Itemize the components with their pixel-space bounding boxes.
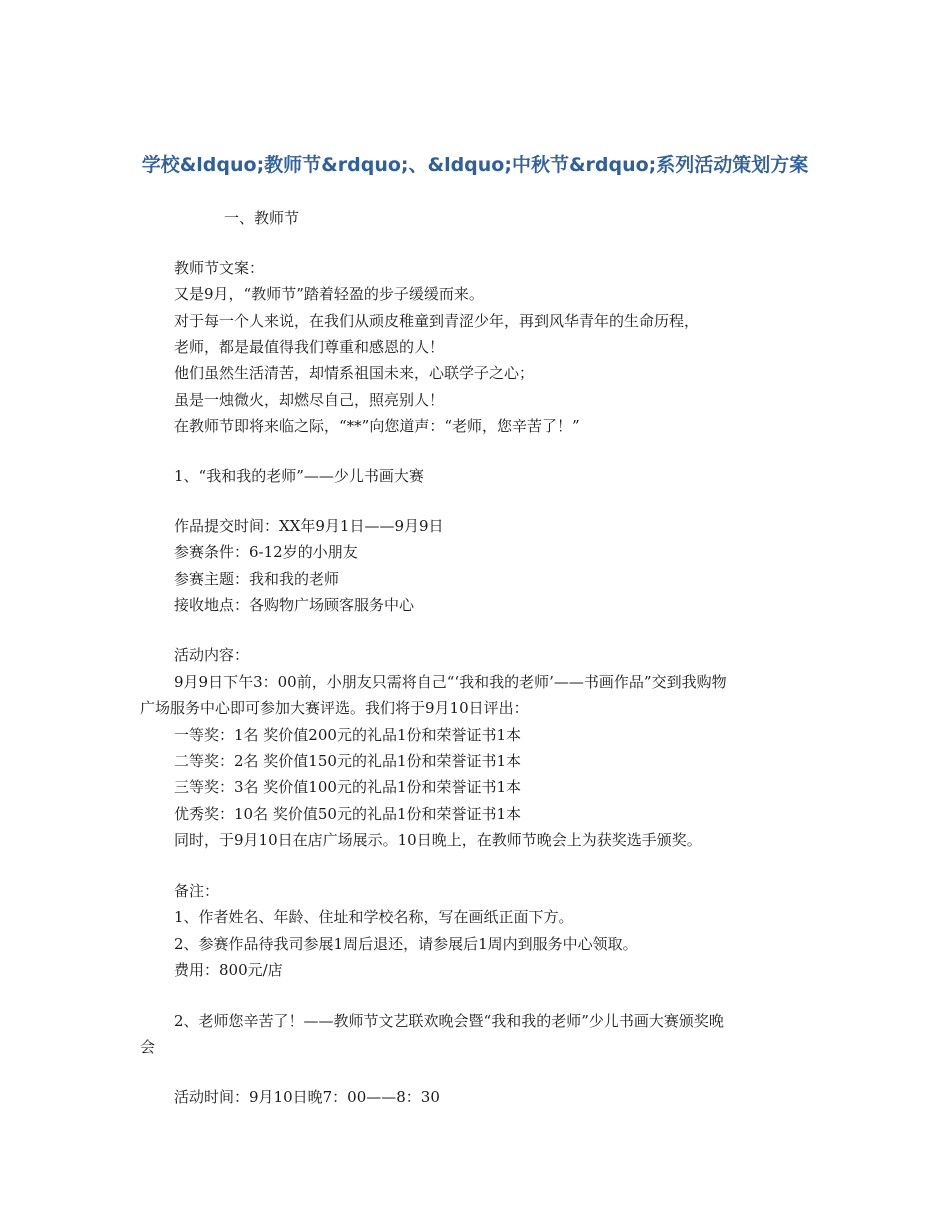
copy-line: 又是9月，“教师节”踏着轻盈的步子缓缓而来。 (174, 285, 484, 303)
copy-line: 对于每一个人来说，在我们从顽皮稚童到青涩少年，再到风华青年的生命历程， (174, 312, 700, 330)
cost-line: 费用：800元/店 (174, 961, 283, 979)
document-title: 学校&ldquo;教师节&rdquo;、&ldquo;中秋节&rdquo;系列活动策划方案 (141, 154, 809, 176)
prize-line: 二等奖：2名 奖价值150元的礼品1份和荣誉证书1本 (174, 752, 522, 770)
copy-label: 教师节文案： (174, 259, 265, 277)
display-note: 同时，于9月10日在店广场展示。10日晚上，在教师节晚会上为获奖选手颁奖。 (174, 831, 702, 849)
remark-line: 2、参赛作品待我司参展1周后退还，请参展后1周内到服务中心领取。 (174, 935, 638, 953)
remarks-label: 备注： (174, 882, 220, 900)
copy-line: 虽是一烛微火，却燃尽自己，照亮别人！ (174, 391, 445, 409)
prize-line: 一等奖：1名 奖价值200元的礼品1份和荣誉证书1本 (174, 726, 522, 744)
content-line: 广场服务中心即可参加大赛评选。我们将于9月10日评出： (140, 699, 529, 717)
copy-line: 他们虽然生活清苦，却情系祖国未来，心联学子之心； (174, 364, 535, 382)
event1-info-line: 参赛主题：我和我的老师 (174, 570, 340, 588)
event2-title: 2、老师您辛苦了！——教师节文艺联欢晚会暨“我和我的老师”少儿书画大赛颁奖晚 (174, 1012, 724, 1030)
prize-line: 优秀奖：10名 奖价值50元的礼品1份和荣誉证书1本 (174, 805, 522, 823)
event1-info-line: 接收地点：各购物广场顾客服务中心 (174, 596, 415, 614)
event1-info-line: 参赛条件：6-12岁的小朋友 (174, 543, 358, 561)
remark-line: 1、作者姓名、年龄、住址和学校名称，写在画纸正面下方。 (174, 908, 574, 926)
prize-line: 三等奖：3名 奖价值100元的礼品1份和荣誉证书1本 (174, 778, 522, 796)
event1-title: 1、“我和我的老师”——少儿书画大赛 (174, 467, 424, 485)
event2-time: 活动时间：9月10日晚7：00——8：30 (174, 1088, 440, 1106)
event2-title-continued: 会 (140, 1038, 156, 1056)
content-label: 活动内容： (174, 646, 250, 664)
content-line: 9月9日下午3：00前，小朋友只需将自己“‘我和我的老师’——书画作品”交到我购物 (174, 673, 727, 691)
copy-line: 老师，都是最值得我们尊重和感恩的人！ (174, 338, 445, 356)
event1-info-line: 作品提交时间：XX年9月1日——9月9日 (174, 517, 444, 535)
copy-line: 在教师节即将来临之际，“**”向您道声：“老师，您辛苦了！” (174, 417, 580, 435)
section-heading: 一、教师节 (224, 209, 300, 227)
